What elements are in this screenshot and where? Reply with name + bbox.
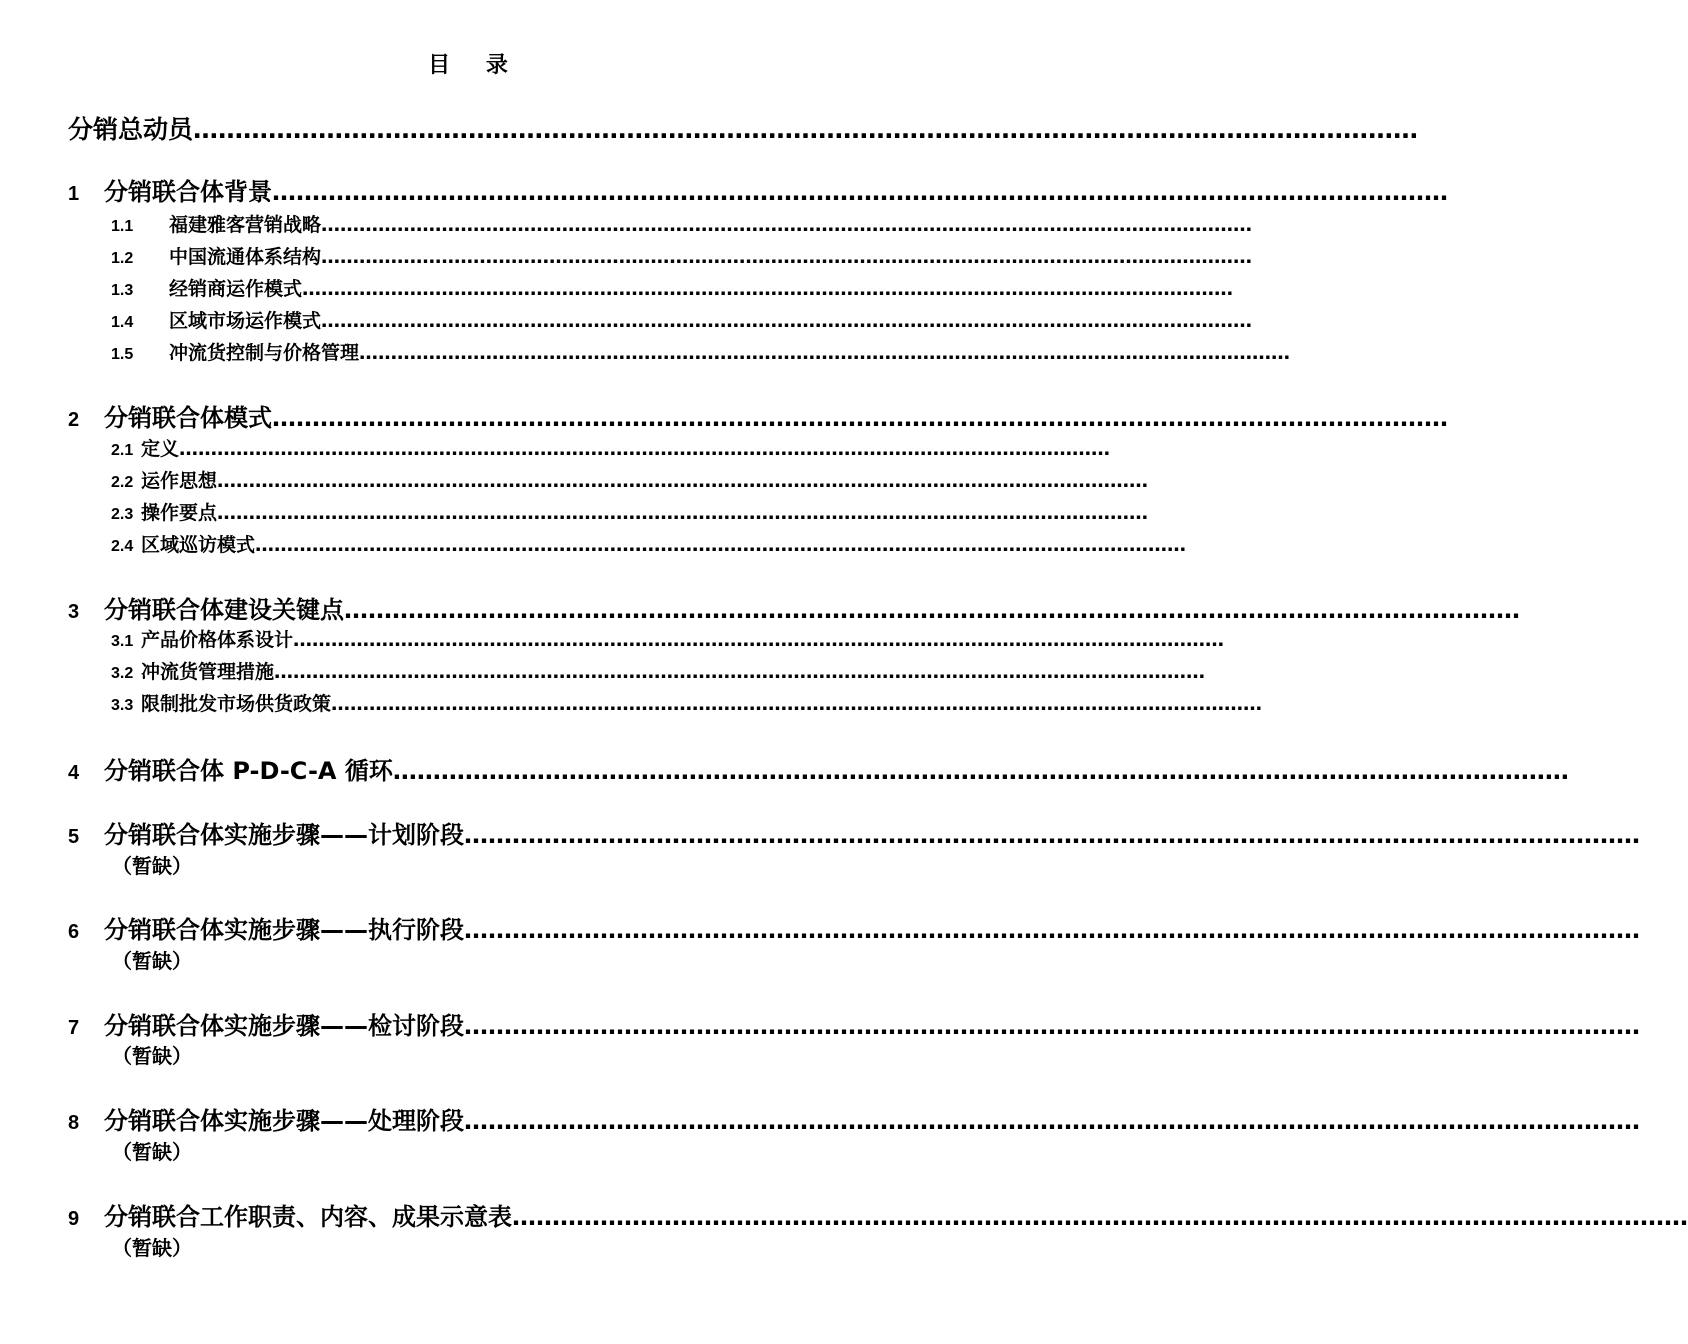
toc-entry-text: 限制批发市场供货政策	[141, 693, 332, 715]
toc-entry-intro[interactable]	[68, 110, 1419, 146]
toc-entry-number: 7	[68, 1017, 80, 1039]
toc-entry-number: 3.1	[111, 633, 134, 650]
leader-dots: …………………………………………………………………………………………………………………………………	[217, 470, 1149, 492]
toc-entry-3-2[interactable]	[111, 657, 1206, 684]
toc-title: 目 录	[428, 53, 522, 78]
toc-entry-text: 分销联合体 P-D-C-A 循环	[104, 757, 393, 785]
toc-entry-number: 2.3	[111, 506, 134, 523]
toc-entry-number: 6	[68, 921, 80, 943]
toc-entry-2-3[interactable]	[111, 498, 1149, 525]
toc-entry-3[interactable]	[68, 590, 1520, 625]
toc-entry-2-4[interactable]	[111, 530, 1187, 557]
toc-entry-2[interactable]	[68, 398, 1448, 433]
leader-dots: …………………………………………………………………………………………………………………………………	[272, 178, 1448, 206]
leader-dots: …………………………………………………………………………………………………………………………………	[321, 310, 1253, 332]
toc-entry-number: 3.3	[111, 697, 134, 714]
toc-entry-1[interactable]	[68, 172, 1448, 207]
toc-entry-text: 冲流货控制与价格管理	[169, 342, 360, 364]
missing-note: （暂缺）	[112, 854, 192, 878]
missing-note: （暂缺）	[112, 1140, 192, 1164]
leader-dots: …………………………………………………………………………………………………………………………………	[344, 596, 1520, 624]
toc-entry-number: 1.3	[111, 282, 134, 299]
toc-entry-number: 1.2	[111, 250, 134, 267]
leader-dots: …………………………………………………………………………………………………………………………………	[272, 404, 1448, 432]
toc-entry-text: 操作要点	[141, 502, 218, 524]
leader-dots: …………………………………………………………………………………………………………………………………	[331, 693, 1263, 715]
toc-entry-6[interactable]	[68, 910, 1640, 945]
toc-entry-4[interactable]	[68, 751, 1569, 786]
toc-entry-number: 2	[68, 409, 80, 431]
missing-note: （暂缺）	[112, 1236, 192, 1260]
toc-entry-7[interactable]	[68, 1006, 1640, 1041]
toc-entry-2-2[interactable]	[111, 466, 1149, 493]
toc-entry-number: 3.2	[111, 665, 134, 682]
toc-entry-text: 中国流通体系结构	[169, 246, 322, 268]
missing-note: （暂缺）	[112, 1044, 192, 1068]
leader-dots: …………………………………………………………………………………………………………………………………	[464, 821, 1640, 849]
toc-entry-text: 分销联合体背景	[104, 178, 272, 206]
toc-entry-1-4[interactable]	[111, 306, 1253, 333]
toc-entry-5[interactable]	[68, 815, 1640, 850]
leader-dots: …………………………………………………………………………………………………………………………………	[321, 214, 1253, 236]
toc-entry-8[interactable]	[68, 1101, 1640, 1136]
toc-entry-text: 分销联合体实施步骤——执行阶段	[104, 916, 464, 944]
leader-dots: …………………………………………………………………………………………………………………………………	[217, 502, 1149, 524]
toc-entry-9[interactable]	[68, 1197, 1688, 1232]
leader-dots: …………………………………………………………………………………………………………………………………	[255, 534, 1187, 556]
leader-dots: …………………………………………………………………………………………………………………………………	[321, 246, 1253, 268]
toc-entry-text: 分销总动员	[68, 115, 194, 144]
leader-dots: …………………………………………………………………………………………………………………………………	[392, 757, 1569, 785]
leader-dots: …………………………………………………………………………………………………………………………………	[179, 438, 1111, 460]
toc-entry-number: 8	[68, 1112, 80, 1134]
toc-entry-text: 区域巡访模式	[141, 534, 256, 556]
toc-entry-1-1[interactable]	[111, 210, 1253, 237]
toc-entry-number: 1.5	[111, 346, 134, 363]
toc-entry-number: 1	[68, 183, 80, 205]
toc-entry-number: 1.1	[111, 218, 134, 235]
toc-entry-number: 9	[68, 1208, 80, 1230]
toc-entry-text: 分销联合工作职责、内容、成果示意表	[104, 1203, 512, 1231]
leader-dots: …………………………………………………………………………………………………………………………………	[464, 1107, 1640, 1135]
toc-entry-2-1[interactable]	[111, 434, 1111, 461]
toc-entry-text: 产品价格体系设计	[141, 629, 294, 651]
leader-dots: …………………………………………………………………………………………………………………………………	[193, 115, 1419, 144]
leader-dots: …………………………………………………………………………………………………………………………………	[293, 629, 1225, 651]
toc-entry-text: 分销联合体实施步骤——计划阶段	[104, 821, 464, 849]
toc-entry-number: 2.1	[111, 442, 134, 459]
toc-entry-text: 冲流货管理措施	[141, 661, 275, 683]
toc-entry-text: 运作思想	[141, 470, 218, 492]
toc-entry-number: 2.4	[111, 538, 134, 555]
toc-entry-text: 经销商运作模式	[169, 278, 303, 300]
toc-entry-number: 3	[68, 601, 80, 623]
leader-dots: …………………………………………………………………………………………………………………………………	[464, 1012, 1640, 1040]
leader-dots: …………………………………………………………………………………………………………………………………	[302, 278, 1234, 300]
toc-entry-1-2[interactable]	[111, 242, 1253, 269]
toc-entry-text: 分销联合体建设关键点	[104, 596, 344, 624]
toc-entry-number: 1.4	[111, 314, 134, 331]
toc-entry-number: 4	[68, 762, 80, 784]
toc-entry-1-3[interactable]	[111, 274, 1234, 301]
toc-entry-3-1[interactable]	[111, 625, 1225, 652]
toc-entry-text: 分销联合体实施步骤——检讨阶段	[104, 1012, 464, 1040]
missing-note: （暂缺）	[112, 949, 192, 973]
leader-dots: …………………………………………………………………………………………………………………………………	[359, 342, 1291, 364]
toc-entry-text: 分销联合体实施步骤——处理阶段	[104, 1107, 464, 1135]
toc-entry-text: 区域市场运作模式	[169, 310, 322, 332]
leader-dots: …………………………………………………………………………………………………………………………………	[512, 1203, 1688, 1231]
leader-dots: …………………………………………………………………………………………………………………………………	[464, 916, 1640, 944]
leader-dots: …………………………………………………………………………………………………………………………………	[274, 661, 1206, 683]
toc-entry-number: 5	[68, 826, 80, 848]
toc-entry-number: 2.2	[111, 474, 134, 491]
toc-entry-text: 福建雅客营销战略	[169, 214, 322, 236]
toc-entry-text: 定义	[141, 438, 180, 460]
toc-entry-1-5[interactable]	[111, 338, 1291, 365]
toc-entry-3-3[interactable]	[111, 689, 1263, 716]
toc-entry-text: 分销联合体模式	[104, 404, 272, 432]
